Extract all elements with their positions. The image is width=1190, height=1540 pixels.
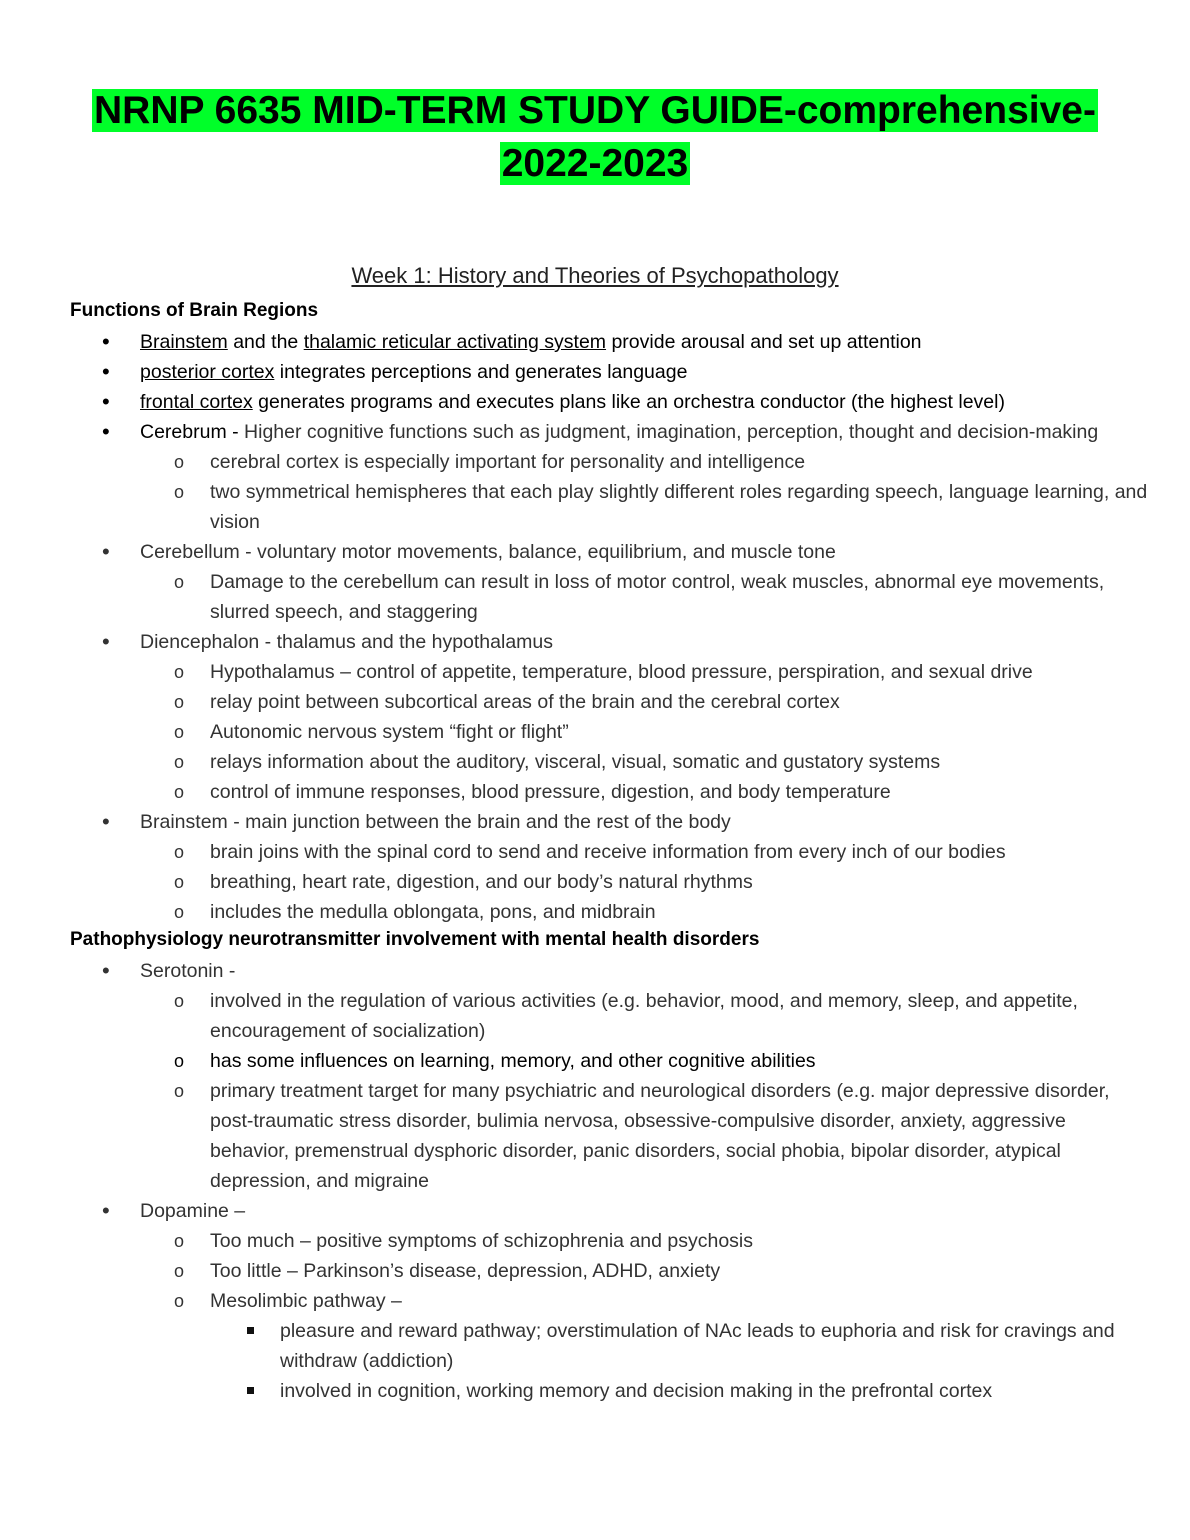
list-item: Brainstem and the thalamic reticular activating system provide arousal and set up attention	[140, 331, 922, 353]
sub-list-item: o relays information about the auditory, visceral, visual, somatic and gustatory systems	[140, 747, 1150, 777]
list-item: Cerebrum - Higher cognitive functions such as judgment, imagination, perception, thought and decision-making o cerebral cortex is especially important for personality and intelligence o two symmetrical hemispheres that each play slightly different roles regarding speech, language learning, and vision	[70, 417, 1150, 537]
list-item: frontal cortex generates programs and executes plans like an orchestra conductor (the highest level)	[140, 391, 1005, 413]
list-item: Serotonin - o involved in the regulation of various activities (e.g. behavior, mood, and memory, sleep, and appetite, encouragement of socialization) o has some influences on learning, memory, and other cognitive abilities o primary treatment target for many psychiatric and neurological disorders (e.g. major depressive disorder, post-traumatic stress disorder, bulimia nervosa, obsessive-compulsive disorder, anxiety, aggressive behavior, premenstrual dysphoric disorder, panic disorders, social phobia, bipolar disorder, atypical depression, and migraine	[70, 956, 1150, 1196]
section-heading-neurotransmitters: Pathophysiology neurotransmitter involvement with mental health disorders	[70, 929, 760, 950]
document-body	[70, 298, 1150, 1406]
title-line-1: NRNP 6635 MID-TERM STUDY GUIDE-comprehensive-	[94, 89, 1096, 132]
sub-list-item: o Autonomic nervous system “fight or flight”	[140, 717, 1150, 747]
sub-sub-list-item: involved in cognition, working memory and decision making in the prefrontal cortex	[210, 1376, 1150, 1406]
sub-list-item: o two symmetrical hemispheres that each play slightly different roles regarding speech, language learning, and vision	[140, 477, 1150, 537]
sub-list-item: o breathing, heart rate, digestion, and our body’s natural rhythms	[140, 867, 1150, 897]
sub-list-item: o brain joins with the spinal cord to send and receive information from every inch of our bodies	[140, 837, 1150, 867]
sub-list-item: o Damage to the cerebellum can result in loss of motor control, weak muscles, abnormal eye movements, slurred speech, and staggering	[140, 567, 1150, 627]
document-title	[60, 84, 1130, 190]
sub-list-item: o Mesolimbic pathway – pleasure and reward pathway; overstimulation of NAc leads to euphoria and risk for cravings and withdraw (addiction) involved in cognition, working memory and decision making in the prefrontal cortex	[140, 1286, 1150, 1406]
list-item: Brainstem - main junction between the brain and the rest of the body o brain joins with the spinal cord to send and receive information from every inch of our bodies o breathing, heart rate, digestion, and our body’s natural rhythms o includes the medulla oblongata, pons, and midbrain	[70, 807, 1150, 927]
sub-list-item: o Too much – positive symptoms of schizophrenia and psychosis	[140, 1226, 1150, 1256]
list-item: Cerebellum - voluntary motor movements, balance, equilibrium, and muscle tone o Damage to the cerebellum can result in loss of motor control, weak muscles, abnormal eye movements, slurred speech, and staggering	[70, 537, 1150, 627]
sub-list-item: o Hypothalamus – control of appetite, temperature, blood pressure, perspiration, and sexual drive	[140, 657, 1150, 687]
brain-regions-list	[70, 327, 1150, 927]
sub-list-item: o has some influences on learning, memory, and other cognitive abilities	[140, 1046, 1150, 1076]
sub-sub-list-item: pleasure and reward pathway; overstimulation of NAc leads to euphoria and risk for cravings and withdraw (addiction)	[210, 1316, 1150, 1376]
title-line-2: 2022-2023	[501, 142, 689, 185]
neurotransmitter-list	[70, 956, 1150, 1406]
sub-list-item: o cerebral cortex is especially important for personality and intelligence	[140, 447, 1150, 477]
sub-list-item: o control of immune responses, blood pressure, digestion, and body temperature	[140, 777, 1150, 807]
list-item: posterior cortex integrates perceptions and generates language	[140, 361, 688, 383]
list-item: Diencephalon - thalamus and the hypothalamus o Hypothalamus – control of appetite, temperature, blood pressure, perspiration, and sexual drive o relay point between subcortical areas of the brain and the cerebral cortex o Autonomic nervous system “fight or flight” o relays information about the auditory, visceral, visual, somatic and gustatory systems o control of immune responses, blood pressure, digestion, and body temperature	[70, 627, 1150, 807]
list-item: Dopamine – o Too much – positive symptoms of schizophrenia and psychosis o Too little – Parkinson’s disease, depression, ADHD, anxiety o Mesolimbic pathway – pleasure and reward pathway; overstimulation of NAc leads to euphoria and risk for cravings and withdraw (addiction) involved in cognition, working memory and decision making in the prefrontal cortex	[70, 1196, 1150, 1406]
week-title: Week 1: History and Theories of Psychopathology	[351, 263, 839, 288]
sub-list-item: o includes the medulla oblongata, pons, and midbrain	[140, 897, 1150, 927]
sub-list-item: o relay point between subcortical areas of the brain and the cerebral cortex	[140, 687, 1150, 717]
sub-list-item: o primary treatment target for many psychiatric and neurological disorders (e.g. major depressive disorder, post-traumatic stress disorder, bulimia nervosa, obsessive-compulsive disorder, anxiety, aggressive behavior, premenstrual dysphoric disorder, panic disorders, social phobia, bipolar disorder, atypical depression, and migraine	[140, 1076, 1150, 1196]
sub-list-item: o involved in the regulation of various activities (e.g. behavior, mood, and memory, sleep, and appetite, encouragement of socialization)	[140, 986, 1150, 1046]
sub-list-item: o Too little – Parkinson’s disease, depression, ADHD, anxiety	[140, 1256, 1150, 1286]
section-heading-brain-regions: Functions of Brain Regions	[70, 300, 319, 321]
